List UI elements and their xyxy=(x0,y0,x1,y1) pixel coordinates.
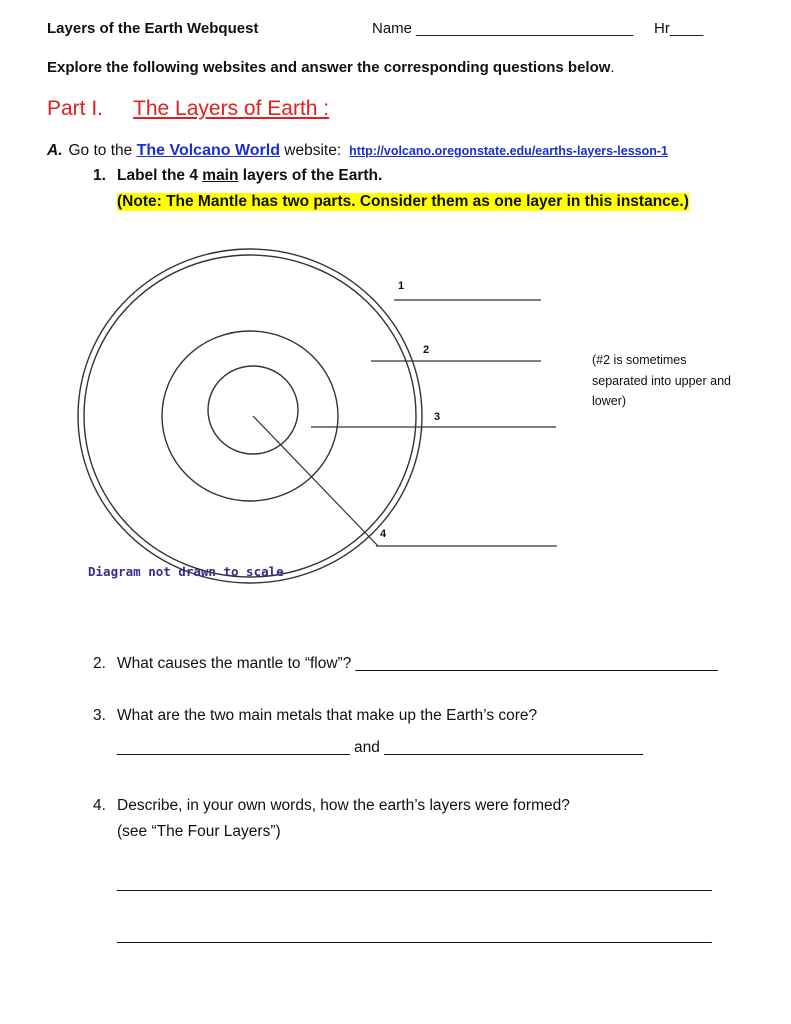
inner-core-ring xyxy=(208,366,298,454)
diagram-label-1: 1 xyxy=(398,280,405,292)
name-field-label[interactable]: Name __________________________ xyxy=(372,20,634,37)
question-1-text-before: Label the 4 xyxy=(117,167,203,184)
hour-field-label[interactable]: Hr____ xyxy=(654,20,704,37)
question-4-answer-line-1[interactable]: _____________________________________________________________________ xyxy=(117,875,712,892)
question-4-number: 4. xyxy=(93,797,106,814)
question-2 xyxy=(93,655,718,673)
diagram-label-3: 3 xyxy=(434,411,441,423)
side-note-line-2: separated into upper and xyxy=(592,373,731,388)
outer-core-ring xyxy=(162,331,338,501)
question-3-answer-lines[interactable]: ___________________________ and ______________________________ xyxy=(117,739,643,756)
side-note-line-3: lower) xyxy=(592,394,627,408)
mantle-note: (Note: The Mantle has two parts. Consider them as one layer in this instance.) xyxy=(117,193,689,210)
section-a-suffix: website: xyxy=(280,142,342,159)
question-4 xyxy=(93,797,570,815)
question-2-text[interactable]: What causes the mantle to “flow”? __________________________________________ xyxy=(117,655,718,672)
part-number: Part I. xyxy=(47,97,104,120)
crust-outer-ring xyxy=(78,249,422,583)
question-4-subtext: (see “The Four Layers”) xyxy=(117,823,281,840)
intro-period: . xyxy=(610,59,615,76)
side-note-line-1: (#2 is sometimes xyxy=(592,353,687,367)
diagram-label-2: 2 xyxy=(423,344,430,356)
question-3-number: 3. xyxy=(93,707,106,724)
worksheet-title: Layers of the Earth Webquest xyxy=(47,20,259,37)
question-1-text-after: layers of the Earth. xyxy=(238,167,383,184)
upper-lower-mantle-note xyxy=(592,350,731,412)
question-1-number: 1. xyxy=(93,167,106,184)
intro-text: Explore the following websites and answer the corresponding questions below xyxy=(47,59,611,76)
section-a-letter: A. xyxy=(47,142,63,159)
question-3-text: What are the two main metals that make up the Earth’s core? xyxy=(117,707,538,724)
question-4-answer-line-2[interactable]: _____________________________________________________________________ xyxy=(117,927,712,944)
part-title: The Layers of Earth : xyxy=(133,97,330,120)
crust-inner-ring xyxy=(84,255,416,577)
diagram-caption: Diagram not drawn to scale xyxy=(88,564,284,579)
question-1-main-word: main xyxy=(202,167,239,184)
diagram-label-4: 4 xyxy=(380,528,387,540)
leader-pointer-4 xyxy=(253,416,378,546)
volcano-world-url-link[interactable]: http://volcano.oregonstate.edu/earths-layers-lesson-1 xyxy=(349,144,668,158)
question-2-number: 2. xyxy=(93,655,106,672)
section-a-prefix: Go to the xyxy=(68,142,137,159)
question-4-text: Describe, in your own words, how the earth’s layers were formed? xyxy=(117,797,570,814)
volcano-world-link[interactable]: The Volcano World xyxy=(136,142,280,159)
question-3 xyxy=(93,707,537,725)
